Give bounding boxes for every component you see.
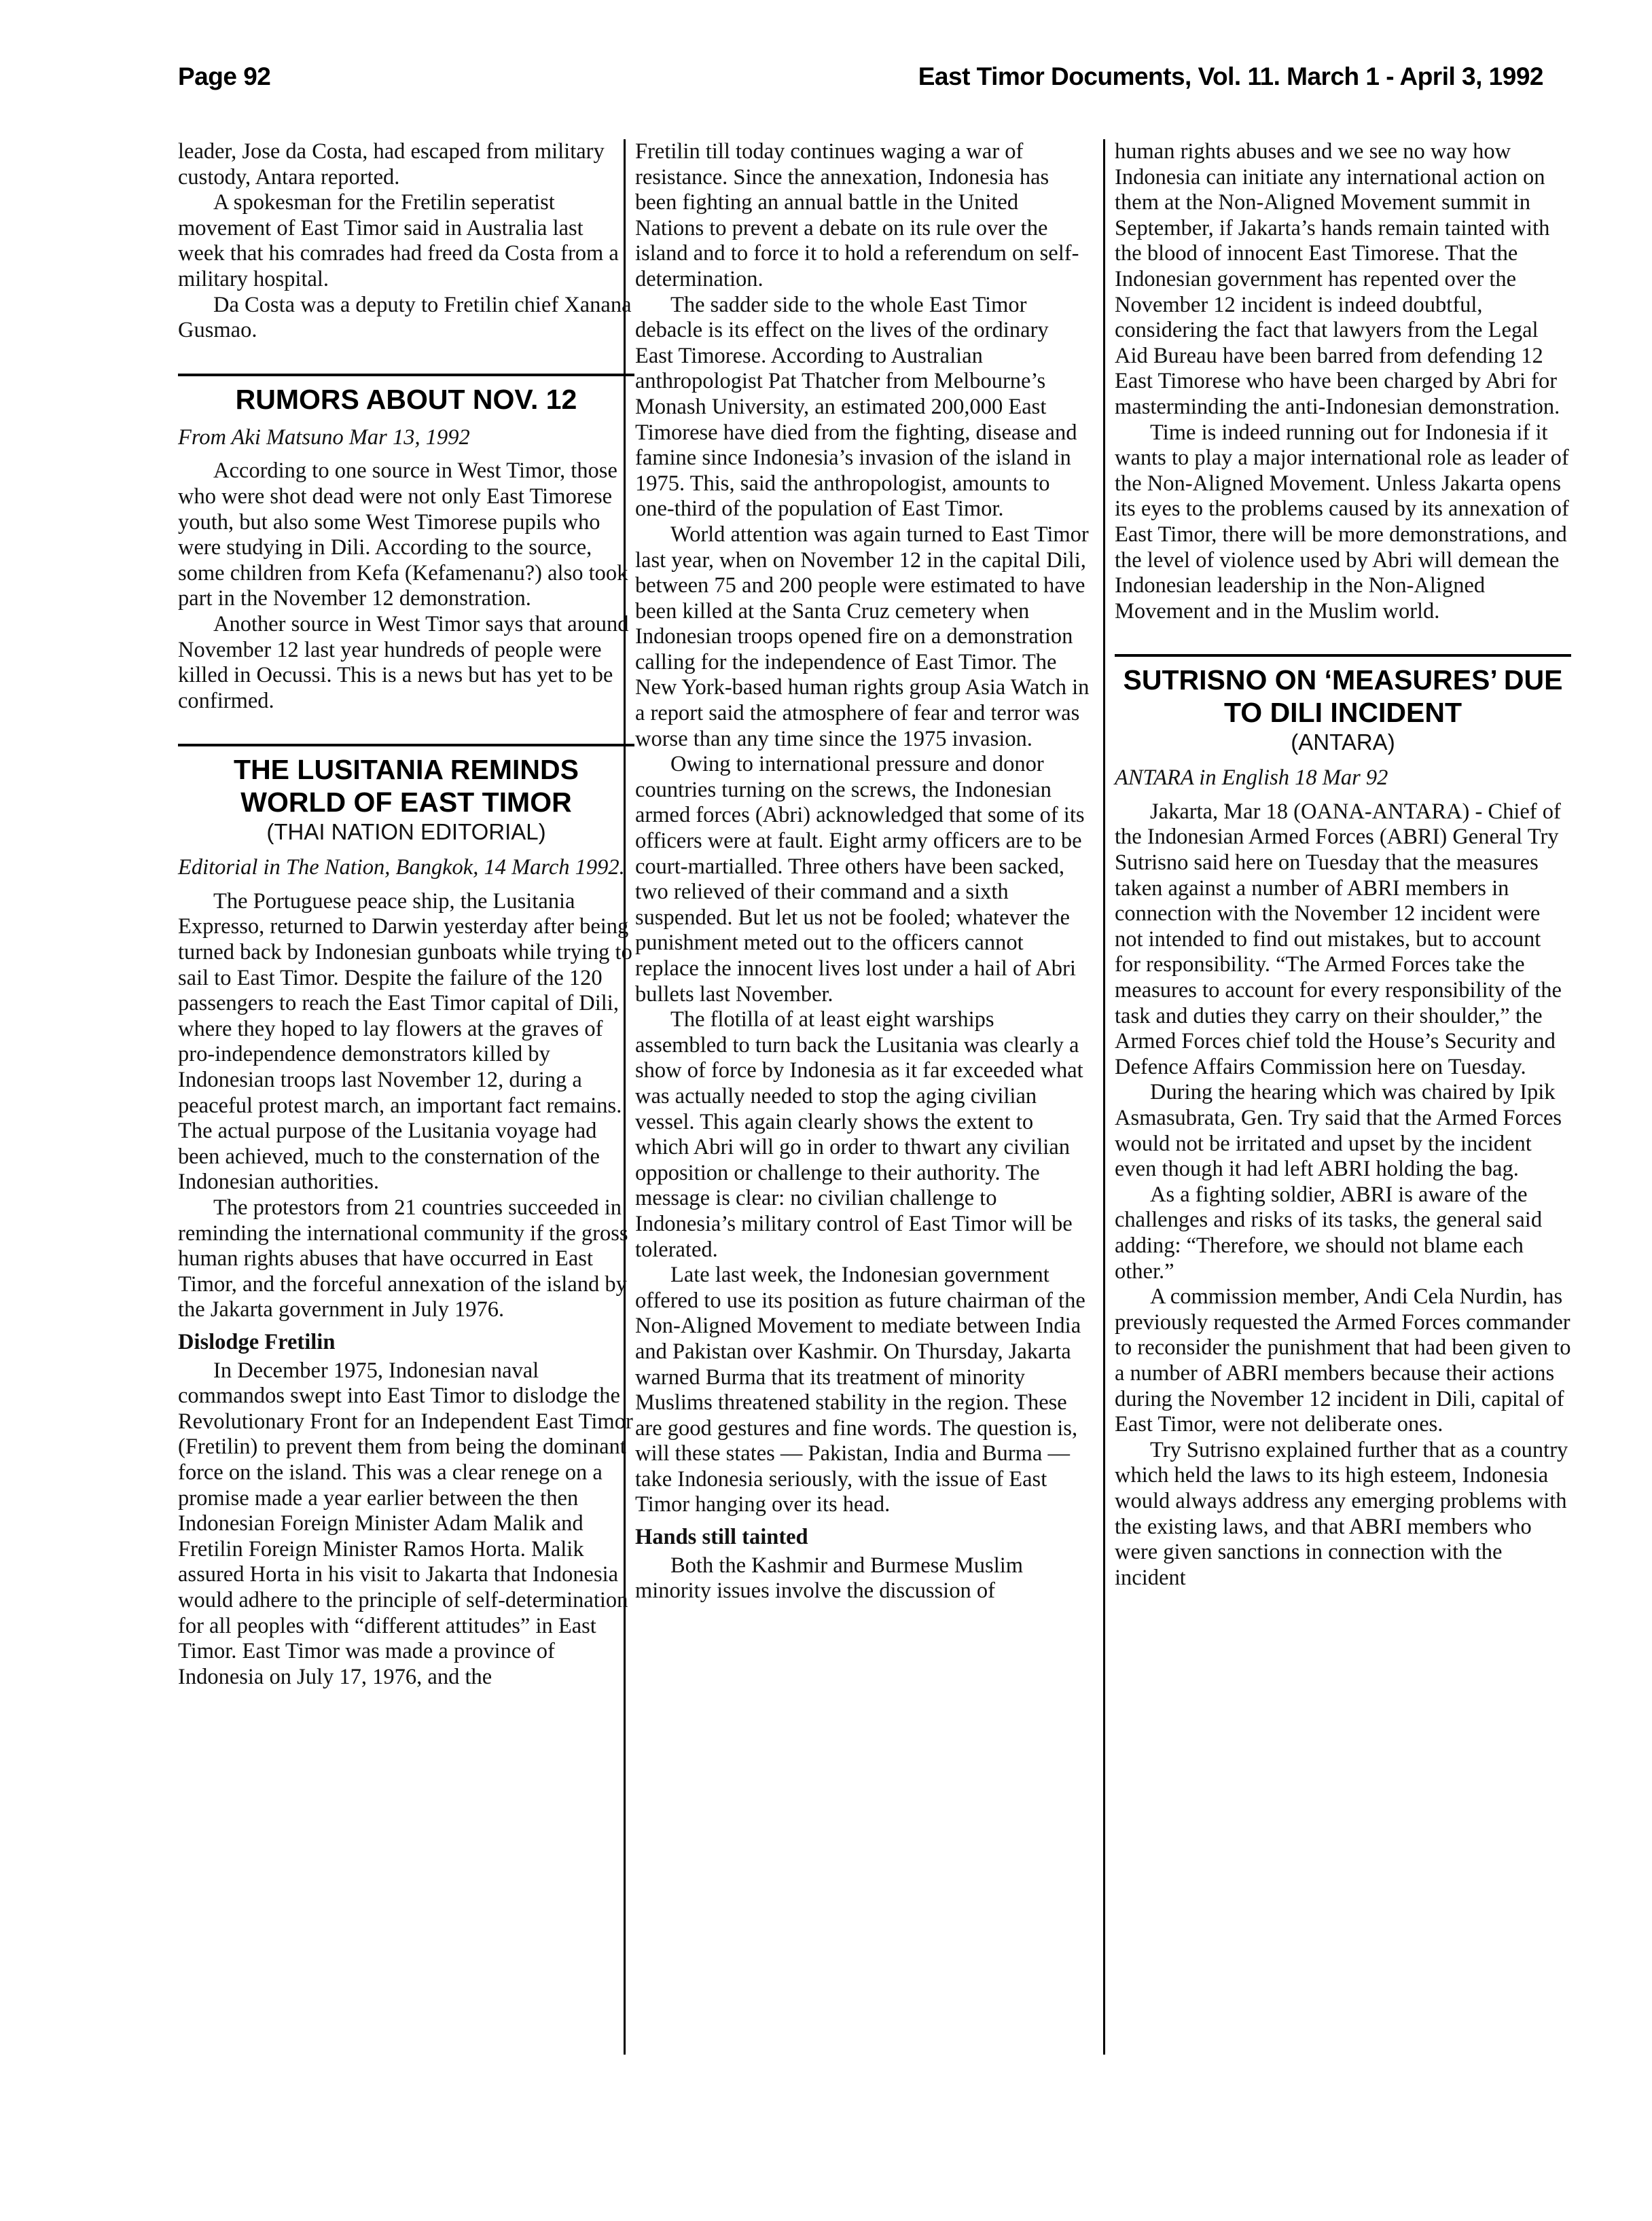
article-subheadline: (THAI NATION EDITORIAL)	[266, 819, 546, 845]
paragraph: Both the Kashmir and Burmese Muslim minority issues involve the discussion of	[635, 1553, 1024, 1604]
publication-header: East Timor Documents, Vol. 11. March 1 - April 3, 1992	[918, 62, 1543, 90]
section-heading: Dislodge Fretilin	[178, 1329, 336, 1354]
column-left	[178, 139, 634, 1690]
article-byline: Editorial in The Nation, Bangkok, 14 March 1992.	[178, 855, 625, 880]
article-headline: RUMORS ABOUT NOV. 12	[235, 383, 577, 415]
paragraph: Time is indeed running out for Indonesia if it wants to play a major international role as leader of the Non-Aligned Movement. Unless Jakarta opens its eyes to the problems caused by its annexation of East Timor, there will be more demonstrations, and the level of violence used by Abri will demean the Indonesian leadership in the Non-Aligned Movement and in the Muslim world.	[1115, 420, 1569, 624]
paragraph: World attention was again turned to East Timor last year, when on November 12 in the capital Dili, between 75 and 200 people were estimated to have been killed at the Santa Cruz cemetery when Indonesian troops opened fire on a demonstration calling for the independence of East Timor. The New York-based human rights group Asia Watch in a report said the atmosphere of fear and terror was worse than any time since the 1975 invasion.	[635, 522, 1090, 751]
section-heading: Hands still tainted	[635, 1525, 808, 1550]
paragraph: Fretilin till today continues waging a war of resistance. Since the annexation, Indonesia has been fighting an annual battle in the United Nations to prevent a debate on its rule over the island and to force it to hold a referendum on self-determination.	[635, 139, 1079, 291]
paragraph: Late last week, the Indonesian government offered to use its position as future chairman of the Non-Aligned Movement to mediate between India and Pakistan over Kashmir. On Thursday, Jakarta warned Burma that its treatment of minority Muslims threatened stability in the region. These are good gestures and fine words. The question is, will these states — Pakistan, India and Burma — take Indonesia seriously, with the issue of East Timor hanging over its head.	[635, 1263, 1085, 1517]
paragraph: A spokesman for the Fretilin seperatist movement of East Timor said in Australia last week that his comrades had freed da Costa from a military hospital.	[178, 190, 619, 291]
paragraph: During the hearing which was chaired by Ipik Asmasubrata, Gen. Try said that the Armed Forces would not be irritated and upset by the incident even though it had left ABRI holding the bag.	[1115, 1080, 1562, 1182]
paragraph: The protestors from 21 countries succeeded in reminding the international community if the gross human rights abuses that have occurred in East Timor, and the forceful annexation of the island by the Jakarta government in July 1976.	[178, 1195, 628, 1322]
paragraph: Another source in West Timor says that around November 12 last year hundreds of people were killed in Oecussi. This is a news but has yet to be confirmed.	[178, 611, 629, 713]
paragraph: leader, Jose da Costa, had escaped from military custody, Antara reported.	[178, 139, 605, 189]
article-headline: THE LUSITANIA REMINDS WORLD OF EAST TIMOR	[234, 754, 579, 818]
article-rule	[178, 374, 634, 376]
paragraph: Jakarta, Mar 18 (OANA-ANTARA) - Chief of the Indonesian Armed Forces (ABRI) General Try Sutrisno said here on Tuesday that the measures taken against a number of ABRI members in connection with the November 12 incident were not intended to find out mistakes, but to account for responsibility. “The Armed Forces take the measures to account for every responsibility of the task and duties they carry on their shoulder,” the Armed Forces chief told the House’s Security and Defence Affairs Commission here on Tuesday.	[1115, 799, 1562, 1079]
paragraph: As a fighting soldier, ABRI is aware of the challenges and risks of its tasks, the general said adding: “Therefore, we should not blame each other.”	[1115, 1182, 1543, 1284]
paragraph: Da Costa was a deputy to Fretilin chief Xanana Gusmao.	[178, 292, 632, 343]
article-subheadline: (ANTARA)	[1291, 729, 1395, 755]
paragraph: human rights abuses and we see no way how Indonesia can initiate any international action on them at the Non-Aligned Movement summit in September, if Jakarta’s hands remain tainted with the blood of innocent East Timorese. That the Indonesian government has repented over the November 12 incident is indeed doubtful, considering the fact that lawyers from the Legal Aid Bureau have been barred from defending 12 East Timorese who have been charged by Abri for masterminding the anti-Indonesian demonstration.	[1115, 139, 1560, 419]
article-rule	[1115, 654, 1571, 657]
article-byline: ANTARA in English 18 Mar 92	[1115, 765, 1388, 791]
paragraph: The Portuguese peace ship, the Lusitania Expresso, returned to Darwin yesterday after being turned back by Indonesian gunboats while trying to sail to East Timor. Despite the failure of the 120 passengers to reach the East Timor capital of Dili, where they hoped to lay flowers at the graves of pro-independence demonstrators killed by Indonesian troops last November 12, during a peaceful protest march, an important fact remains. The actual purpose of the Lusitania voyage had been achieved, much to the consternation of the Indonesian authorities.	[178, 888, 632, 1195]
article-byline: From Aki Matsuno Mar 13, 1992	[178, 425, 470, 450]
article-rule	[178, 744, 634, 746]
paragraph: In December 1975, Indonesian naval commandos swept into East Timor to dislodge the Revolutionary Front for an Independent East Timor (Fretilin) to prevent them from being the dominant force on the island. This was a clear renege on a promise made a year earlier between the then Indonesian Foreign Minister Adam Malik and Fretilin Foreign Minister Ramos Horta. Malik assured Horta in his visit to Jakarta that Indonesia would adhere to the principle of self-determination for all peoples with “different attitudes” in East Timor. East Timor was made a province of Indonesia on July 17, 1976, and the	[178, 1358, 633, 1689]
paragraph: Try Sutrisno explained further that as a country which held the laws to its high esteem, Indonesia would always address any emerging problems with the existing laws, and that ABRI members who were given sanctions in connection with the incident	[1115, 1437, 1568, 1590]
column-middle	[635, 139, 1092, 1604]
column-divider	[1103, 139, 1105, 2055]
paragraph: The sadder side to the whole East Timor debacle is its effect on the lives of the ordinary East Timorese. According to Australian anthropologist Pat Thatcher from Melbourne’s Monash University, an estimated 200,000 East Timorese have died from the fighting, disease and famine since Indonesia’s invasion of the island in 1975. This, said the anthropologist, amounts to one-third of the population of East Timor.	[635, 292, 1077, 522]
article-headline: SUTRISNO ON ‘MEASURES’ DUE TO DILI INCIDENT	[1123, 664, 1563, 729]
paragraph: The flotilla of at least eight warships assembled to turn back the Lusitania was clearly a show of force by Indonesia as it far exceeded what was actually needed to stop the aging civilian vessel. This again clearly shows the extent to which Abri will go in order to thwart any civilian opposition or challenge to their authority. The message is clear: no civilian challenge to Indonesia’s military control of East Timor will be tolerated.	[635, 1007, 1083, 1262]
column-right	[1115, 139, 1571, 1591]
paragraph: Owing to international pressure and donor countries turning on the screws, the Indonesian armed forces (Abri) acknowledged that some of its officers were at fault. Eight army officers are to be court-martialled. Three others have been sacked, two relieved of their command and a sixth suspended. But let us not be fooled; whatever the punishment meted out to the officers cannot replace the innocent lives lost under a hail of Abri bullets last November.	[635, 752, 1085, 1007]
paragraph: According to one source in West Timor, those who were shot dead were not only East Timorese youth, but also some West Timorese pupils who were studying in Dili. According to the source, some children from Kefa (Kefamenanu?) also took part in the November 12 demonstration.	[178, 458, 628, 611]
page-number: Page 92	[178, 62, 271, 90]
paragraph: A commission member, Andi Cela Nurdin, has previously requested the Armed Forces commander to reconsider the punishment that had been given to a number of ABRI members because their actions during the November 12 incident in Dili, capital of East Timor, were not deliberate ones.	[1115, 1284, 1571, 1437]
